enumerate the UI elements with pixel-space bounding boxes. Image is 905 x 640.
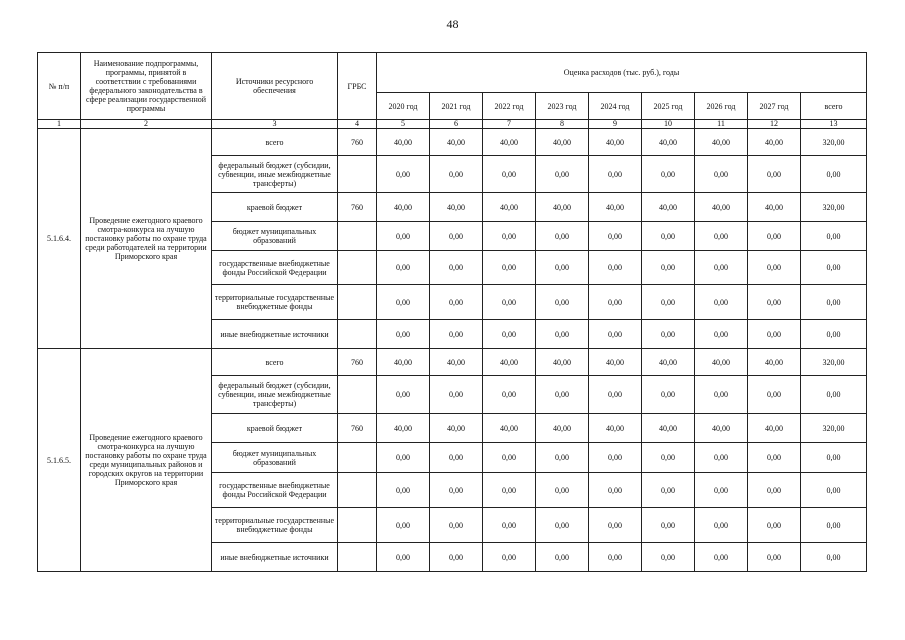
total-value-cell: 0,00 [801, 320, 867, 349]
total-value-cell: 0,00 [801, 285, 867, 320]
total-value-cell: 0,00 [801, 251, 867, 285]
header-year: 2021 год [430, 93, 483, 120]
year-value-cell: 40,00 [483, 193, 536, 222]
year-value-cell: 0,00 [695, 443, 748, 473]
year-value-cell: 0,00 [483, 376, 536, 414]
year-value-cell: 0,00 [642, 251, 695, 285]
year-value-cell: 0,00 [642, 285, 695, 320]
year-value-cell: 0,00 [642, 156, 695, 193]
total-value-cell: 320,00 [801, 129, 867, 156]
header-index-cell: 10 [642, 120, 695, 129]
year-value-cell: 0,00 [430, 251, 483, 285]
year-value-cell: 0,00 [748, 473, 801, 508]
grbs-cell [338, 443, 377, 473]
funding-source: всего [212, 129, 338, 156]
year-value-cell: 40,00 [589, 129, 642, 156]
year-value-cell: 0,00 [483, 543, 536, 572]
year-value-cell: 40,00 [748, 349, 801, 376]
grbs-cell [338, 320, 377, 349]
year-value-cell: 40,00 [695, 193, 748, 222]
header-sources: Источники ресурсного обеспечения [212, 53, 338, 120]
year-value-cell: 0,00 [589, 320, 642, 349]
year-value-cell: 40,00 [430, 193, 483, 222]
header-year: 2025 год [642, 93, 695, 120]
year-value-cell: 0,00 [377, 320, 430, 349]
year-value-cell: 0,00 [589, 443, 642, 473]
year-value-cell: 0,00 [695, 473, 748, 508]
grbs-cell [338, 508, 377, 543]
funding-source: территориальные государственные внебюджетные фонды [212, 285, 338, 320]
funding-source: бюджет муниципальных образований [212, 443, 338, 473]
year-value-cell: 0,00 [748, 320, 801, 349]
grbs-cell [338, 376, 377, 414]
year-value-cell: 0,00 [589, 376, 642, 414]
year-value-cell: 0,00 [483, 320, 536, 349]
year-value-cell: 40,00 [483, 129, 536, 156]
total-value-cell: 0,00 [801, 543, 867, 572]
year-value-cell: 40,00 [377, 414, 430, 443]
year-value-cell: 40,00 [377, 129, 430, 156]
year-value-cell: 40,00 [642, 349, 695, 376]
header-index-cell: 5 [377, 120, 430, 129]
grbs-cell [338, 222, 377, 251]
year-value-cell: 0,00 [748, 285, 801, 320]
year-value-cell: 0,00 [430, 285, 483, 320]
year-value-cell: 0,00 [642, 543, 695, 572]
year-value-cell: 0,00 [377, 285, 430, 320]
funding-source: иные внебюджетные источники [212, 320, 338, 349]
funding-source: бюджет муниципальных образований [212, 222, 338, 251]
year-value-cell: 40,00 [483, 349, 536, 376]
header-index-cell: 3 [212, 120, 338, 129]
year-value-cell: 40,00 [377, 349, 430, 376]
header-year: всего [801, 93, 867, 120]
year-value-cell: 40,00 [536, 349, 589, 376]
year-value-cell: 0,00 [430, 222, 483, 251]
year-value-cell: 0,00 [642, 320, 695, 349]
grbs-cell: 760 [338, 193, 377, 222]
year-value-cell: 0,00 [695, 320, 748, 349]
year-value-cell: 0,00 [377, 443, 430, 473]
item-name: Проведение ежегодного краевого смотра-конкурса на лучшую постановку работы по охране труда среди муниципальных районов и городских округов на территории Приморского края [81, 349, 212, 572]
header-index-row [38, 120, 867, 129]
year-value-cell: 40,00 [748, 129, 801, 156]
year-value-cell: 40,00 [748, 414, 801, 443]
year-value-cell: 40,00 [430, 129, 483, 156]
table-body [38, 129, 867, 572]
year-value-cell: 0,00 [695, 285, 748, 320]
year-value-cell: 0,00 [483, 222, 536, 251]
year-value-cell: 0,00 [483, 251, 536, 285]
year-value-cell: 0,00 [536, 376, 589, 414]
year-value-cell: 0,00 [536, 508, 589, 543]
year-value-cell: 0,00 [377, 543, 430, 572]
year-value-cell: 40,00 [748, 193, 801, 222]
total-value-cell: 0,00 [801, 443, 867, 473]
year-value-cell: 0,00 [695, 251, 748, 285]
year-value-cell: 0,00 [430, 156, 483, 193]
year-value-cell: 0,00 [748, 443, 801, 473]
funding-source: краевой бюджет [212, 414, 338, 443]
header-year: 2027 год [748, 93, 801, 120]
year-value-cell: 0,00 [430, 473, 483, 508]
year-value-cell: 0,00 [483, 508, 536, 543]
year-value-cell: 0,00 [483, 443, 536, 473]
year-value-cell: 0,00 [483, 156, 536, 193]
header-index-cell: 2 [81, 120, 212, 129]
year-value-cell: 40,00 [536, 193, 589, 222]
funding-source: государственные внебюджетные фонды Российской Федерации [212, 473, 338, 508]
year-value-cell: 0,00 [536, 222, 589, 251]
year-value-cell: 40,00 [536, 414, 589, 443]
year-value-cell: 0,00 [642, 222, 695, 251]
year-value-cell: 0,00 [642, 443, 695, 473]
header-index-cell: 9 [589, 120, 642, 129]
item-code: 5.1.6.4. [38, 129, 81, 349]
year-value-cell: 0,00 [589, 473, 642, 508]
year-value-cell: 0,00 [642, 508, 695, 543]
year-value-cell: 0,00 [430, 543, 483, 572]
year-value-cell: 0,00 [536, 473, 589, 508]
grbs-cell [338, 285, 377, 320]
year-value-cell: 0,00 [377, 251, 430, 285]
header-year: 2024 год [589, 93, 642, 120]
item-name: Проведение ежегодного краевого смотра-конкурса на лучшую постановку работы по охране труда среди работодателей на территории Приморского края [81, 129, 212, 349]
year-value-cell: 40,00 [589, 414, 642, 443]
year-value-cell: 0,00 [377, 508, 430, 543]
year-value-cell: 0,00 [748, 508, 801, 543]
funding-source: федеральный бюджет (субсидии, субвенции, иные межбюджетные трансферты) [212, 376, 338, 414]
total-value-cell: 320,00 [801, 193, 867, 222]
year-value-cell: 0,00 [536, 443, 589, 473]
grbs-cell: 760 [338, 349, 377, 376]
header-estimate: Оценка расходов (тыс. руб.), годы [377, 53, 867, 93]
grbs-cell: 760 [338, 129, 377, 156]
year-value-cell: 40,00 [589, 349, 642, 376]
year-value-cell: 40,00 [695, 129, 748, 156]
header-num: № п/п [38, 53, 81, 120]
funding-source: федеральный бюджет (субсидии, субвенции, иные межбюджетные трансферты) [212, 156, 338, 193]
year-value-cell: 0,00 [748, 376, 801, 414]
funding-source: краевой бюджет [212, 193, 338, 222]
year-value-cell: 0,00 [589, 543, 642, 572]
year-value-cell: 0,00 [695, 543, 748, 572]
total-value-cell: 0,00 [801, 222, 867, 251]
funding-source: всего [212, 349, 338, 376]
year-value-cell: 0,00 [695, 376, 748, 414]
budget-table [37, 52, 867, 572]
year-value-cell: 0,00 [695, 156, 748, 193]
year-value-cell: 0,00 [377, 156, 430, 193]
year-value-cell: 0,00 [748, 251, 801, 285]
year-value-cell: 0,00 [483, 285, 536, 320]
header-index-cell: 11 [695, 120, 748, 129]
year-value-cell: 0,00 [430, 376, 483, 414]
year-value-cell: 0,00 [377, 376, 430, 414]
year-value-cell: 0,00 [589, 251, 642, 285]
year-value-cell: 0,00 [483, 473, 536, 508]
header-index-cell: 4 [338, 120, 377, 129]
header-index-cell: 7 [483, 120, 536, 129]
grbs-cell [338, 156, 377, 193]
year-value-cell: 0,00 [377, 473, 430, 508]
table-row [38, 129, 867, 156]
total-value-cell: 320,00 [801, 414, 867, 443]
total-value-cell: 0,00 [801, 156, 867, 193]
funding-source: территориальные государственные внебюджетные фонды [212, 508, 338, 543]
year-value-cell: 0,00 [377, 222, 430, 251]
year-value-cell: 0,00 [589, 508, 642, 543]
header-index-cell: 8 [536, 120, 589, 129]
total-value-cell: 0,00 [801, 473, 867, 508]
year-value-cell: 40,00 [642, 193, 695, 222]
year-value-cell: 0,00 [695, 508, 748, 543]
header-year: 2026 год [695, 93, 748, 120]
year-value-cell: 0,00 [642, 473, 695, 508]
year-value-cell: 0,00 [748, 222, 801, 251]
year-value-cell: 40,00 [536, 129, 589, 156]
year-value-cell: 0,00 [430, 443, 483, 473]
year-value-cell: 40,00 [695, 349, 748, 376]
year-value-cell: 0,00 [695, 222, 748, 251]
grbs-cell: 760 [338, 414, 377, 443]
header-name: Наименование подпрограммы, программы, принятой в соответствии с требованиями федерального законодательства в сфере реализации государственной программы [81, 53, 212, 120]
year-value-cell: 0,00 [536, 251, 589, 285]
year-value-cell: 40,00 [377, 193, 430, 222]
year-value-cell: 0,00 [642, 376, 695, 414]
year-value-cell: 0,00 [536, 320, 589, 349]
year-value-cell: 40,00 [642, 129, 695, 156]
year-value-cell: 40,00 [430, 414, 483, 443]
year-value-cell: 0,00 [748, 156, 801, 193]
table-row [38, 349, 867, 376]
year-value-cell: 40,00 [430, 349, 483, 376]
year-value-cell: 0,00 [430, 508, 483, 543]
total-value-cell: 320,00 [801, 349, 867, 376]
total-value-cell: 0,00 [801, 376, 867, 414]
year-value-cell: 40,00 [695, 414, 748, 443]
page-number: 48 [446, 17, 459, 31]
funding-source: иные внебюджетные источники [212, 543, 338, 572]
grbs-cell [338, 473, 377, 508]
header-grbs: ГРБС [338, 53, 377, 120]
header-index-cell: 13 [801, 120, 867, 129]
year-value-cell: 0,00 [589, 156, 642, 193]
year-value-cell: 40,00 [483, 414, 536, 443]
funding-source: государственные внебюджетные фонды Российской Федерации [212, 251, 338, 285]
header-year: 2023 год [536, 93, 589, 120]
grbs-cell [338, 543, 377, 572]
item-code: 5.1.6.5. [38, 349, 81, 572]
header-year: 2022 год [483, 93, 536, 120]
grbs-cell [338, 251, 377, 285]
year-value-cell: 0,00 [536, 285, 589, 320]
year-value-cell: 0,00 [589, 285, 642, 320]
year-value-cell: 40,00 [642, 414, 695, 443]
year-value-cell: 0,00 [748, 543, 801, 572]
total-value-cell: 0,00 [801, 508, 867, 543]
year-value-cell: 0,00 [536, 543, 589, 572]
header-index-cell: 1 [38, 120, 81, 129]
header-year: 2020 год [377, 93, 430, 120]
year-value-cell: 0,00 [430, 320, 483, 349]
year-value-cell: 0,00 [589, 222, 642, 251]
year-value-cell: 40,00 [589, 193, 642, 222]
year-value-cell: 0,00 [536, 156, 589, 193]
header-index-cell: 6 [430, 120, 483, 129]
header-index-cell: 12 [748, 120, 801, 129]
